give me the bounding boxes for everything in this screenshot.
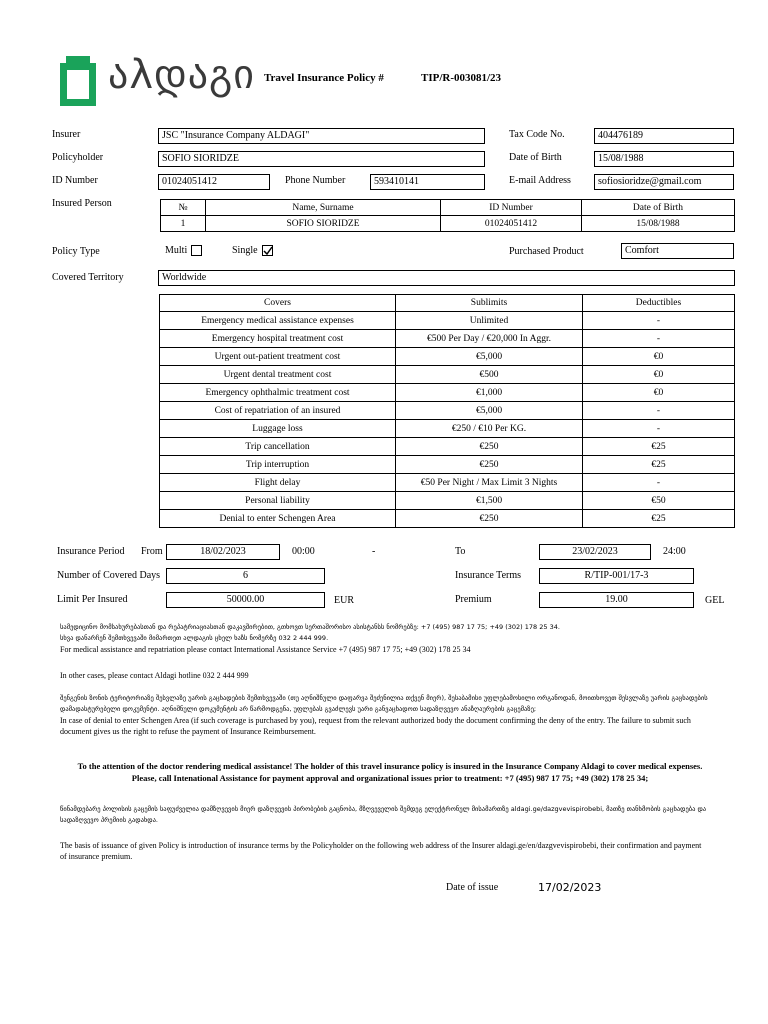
cover-sublimit: Unlimited bbox=[396, 312, 583, 330]
from-date-field: 18/02/2023 bbox=[166, 544, 280, 560]
territory-field: Worldwide bbox=[158, 270, 735, 286]
cover-name: Emergency hospital treatment cost bbox=[160, 330, 396, 348]
insurer-field: JSC "Insurance Company ALDAGI" bbox=[158, 128, 485, 144]
cover-sublimit: €1,500 bbox=[396, 492, 583, 510]
cover-sublimit: €250 bbox=[396, 456, 583, 474]
header-id: ID Number bbox=[441, 200, 582, 216]
date-of-issue-value: 17/02/2023 bbox=[538, 881, 602, 894]
date-of-issue-label: Date of issue bbox=[446, 882, 499, 893]
policyholder-field: SOFIO SIORIDZE bbox=[158, 151, 485, 167]
multi-option bbox=[165, 245, 202, 256]
cover-sublimit: €50 Per Night / Max Limit 3 Nights bbox=[396, 474, 583, 492]
insurer-label: Insurer bbox=[52, 129, 81, 140]
from-time: 00:00 bbox=[292, 546, 315, 557]
multi-label: Multi bbox=[165, 245, 188, 256]
cover-deductible: €0 bbox=[583, 366, 735, 384]
doctor-note-2: Please, call Intenational Assistance for payment approval and organizational issues prior to treatment: +7 (495) 987 17 75; +49 (302) 178 25 34; bbox=[131, 773, 649, 783]
cover-deductible: €0 bbox=[583, 384, 735, 402]
table-row bbox=[160, 402, 735, 420]
covered-territory-label: Covered Territory bbox=[52, 272, 124, 283]
to-time: 24:00 bbox=[663, 546, 686, 557]
dob-field: 15/08/1988 bbox=[594, 151, 734, 167]
policyholder-label: Policyholder bbox=[52, 152, 104, 163]
table-row bbox=[160, 420, 735, 438]
header-sublimits: Sublimits bbox=[396, 295, 583, 312]
cover-sublimit: €5,000 bbox=[396, 348, 583, 366]
period-dash: - bbox=[372, 546, 376, 557]
table-row bbox=[161, 216, 735, 232]
cover-name: Trip cancellation bbox=[160, 438, 396, 456]
header-no: № bbox=[161, 200, 206, 216]
insured-table bbox=[160, 199, 735, 232]
logo-mark-icon bbox=[58, 56, 98, 106]
cover-sublimit: €500 bbox=[396, 366, 583, 384]
to-date-field: 23/02/2023 bbox=[539, 544, 651, 560]
phone-label: Phone Number bbox=[285, 175, 346, 186]
table-row bbox=[160, 330, 735, 348]
cover-deductible: - bbox=[583, 330, 735, 348]
cover-deductible: €25 bbox=[583, 456, 735, 474]
doctor-note-1: To the attention of the doctor rendering medical assistance! The holder of this travel insurance policy is insured in the Insurance Company Aldagi to cover medical expenses. bbox=[77, 761, 703, 771]
table-row bbox=[160, 384, 735, 402]
single-label: Single bbox=[232, 245, 258, 256]
table-row bbox=[160, 456, 735, 474]
dob-label: Date of Birth bbox=[509, 152, 562, 163]
insurance-terms-label: Insurance Terms bbox=[455, 570, 522, 581]
notes-block-2 bbox=[60, 693, 710, 737]
note-ka-3: შენგენის ზონის ტერიტორიაზე შესვლაზე უარის გაცხადების შემთხვევაში (თუ აღნიშნული დაფარვა შეძენილია თქვენ მიერ), შესაბამისი უფლებამოსილი ორგანოდან, მოითხოვეთ შესვლაზე უარის გაცხადების დამადასტურებელი დოკუმენტი. აღნიშნული დოკუმენტის არ წარმოდგენა, უფლებას გვაძლევს უარი განვაცხადოთ სადაზღვევო ანაზღაურების გაცემაზე; bbox=[60, 694, 708, 713]
cover-name: Luggage loss bbox=[160, 420, 396, 438]
table-row bbox=[160, 438, 735, 456]
checkmark-icon bbox=[263, 246, 273, 256]
insured-id: 01024051412 bbox=[441, 216, 582, 232]
email-label: E-mail Address bbox=[509, 175, 571, 186]
note-en-3: In case of denial to enter Schengen Area (if such coverage is purchased by you), request from the relevant authorized body the document confirming the deny of the entry. The failure to submit such document gives us the right to refuse the payment of Insurance Reimbursement. bbox=[60, 716, 691, 736]
cover-sublimit: €500 Per Day / €20,000 In Aggr. bbox=[396, 330, 583, 348]
header-name: Name, Surname bbox=[206, 200, 441, 216]
product-field: Comfort bbox=[621, 243, 734, 259]
aldagi-logo bbox=[58, 52, 255, 108]
insured-name: SOFIO SIORIDZE bbox=[206, 216, 441, 232]
cover-name: Flight delay bbox=[160, 474, 396, 492]
cover-deductible: - bbox=[583, 420, 735, 438]
note-ka-2: სხვა დანარჩენ შემთხვევაში მიმართეთ ალდაგის ცხელ ხაზს ნომერზე 032 2 444 999. bbox=[60, 634, 329, 642]
insurance-terms-field: R/TIP-001/17-3 bbox=[539, 568, 694, 584]
insured-dob: 15/08/1988 bbox=[582, 216, 735, 232]
cover-deductible: €50 bbox=[583, 492, 735, 510]
purchased-product-label: Purchased Product bbox=[509, 246, 584, 257]
covered-days-field: 6 bbox=[166, 568, 325, 584]
premium-field: 19.00 bbox=[539, 592, 694, 608]
cover-name: Urgent out-patient treatment cost bbox=[160, 348, 396, 366]
cover-sublimit: €250 bbox=[396, 438, 583, 456]
header-deductibles: Deductibles bbox=[583, 295, 735, 312]
id-number-label: ID Number bbox=[52, 175, 98, 186]
note-ka-1: სამედიცინო მომსახურებასთან და რეპატრიაციასთან დაკავშირებით, გთხოვთ სერთაშორისო ასისტანსს ნომრებზე: +7 (495) 987 17 75; +49 (302) 178 25 34. bbox=[60, 623, 560, 631]
insured-no: 1 bbox=[161, 216, 206, 232]
multi-checkbox bbox=[191, 245, 202, 256]
premium-currency: GEL bbox=[705, 595, 725, 606]
insured-person-label: Insured Person bbox=[52, 198, 112, 209]
cover-deductible: - bbox=[583, 474, 735, 492]
note-en-4: The basis of issuance of given Policy is introduction of insurance terms by the Policyholder on the following web address of the Insurer aldagi.ge/en/dazgvevispirobebi, their confirmation and payment of insurance premium. bbox=[60, 841, 702, 861]
table-row bbox=[160, 474, 735, 492]
covers-table bbox=[159, 294, 735, 528]
phone-field: 593410141 bbox=[370, 174, 485, 190]
insured-table-header bbox=[161, 200, 735, 216]
cover-name: Cost of repatriation of an insured bbox=[160, 402, 396, 420]
header-dob: Date of Birth bbox=[582, 200, 735, 216]
covers-table-header bbox=[160, 295, 735, 312]
note-en-1: For medical assistance and repatriation please contact International Assistance Service +7 (495) 987 17 75; +49 (302) 178 25 34 bbox=[60, 645, 471, 654]
cover-deductible: €0 bbox=[583, 348, 735, 366]
limit-field: 50000.00 bbox=[166, 592, 325, 608]
cover-name: Urgent dental treatment cost bbox=[160, 366, 396, 384]
cover-name: Emergency medical assistance expenses bbox=[160, 312, 396, 330]
from-label: From bbox=[141, 546, 163, 557]
to-label: To bbox=[455, 546, 466, 557]
insurance-period-label: Insurance Period bbox=[57, 546, 125, 557]
limit-currency: EUR bbox=[334, 595, 354, 606]
single-checkbox bbox=[262, 245, 273, 256]
cover-name: Emergency ophthalmic treatment cost bbox=[160, 384, 396, 402]
policy-type-label: Policy Type bbox=[52, 246, 100, 257]
policy-label: Travel Insurance Policy # bbox=[264, 72, 384, 84]
premium-label: Premium bbox=[455, 594, 492, 605]
table-row bbox=[160, 312, 735, 330]
cover-deductible: €25 bbox=[583, 510, 735, 528]
limit-label: Limit Per Insured bbox=[57, 594, 128, 605]
cover-deductible: €25 bbox=[583, 438, 735, 456]
cover-sublimit: €250 / €10 Per KG. bbox=[396, 420, 583, 438]
note-ka-4: წინამდებარე პოლისის გაცემის საფუძველია დამზღვევის მიერ დაზღვევის პირობების გაცნობა, მზღვეველის შემდეგ ელექტრონულ მისამართზე aldagi.ge/dazgvevispirobebi, მათზე თანხმობის გაცხადება და სადაზღვევო პრემიის გადახდა. bbox=[60, 805, 707, 824]
cover-name: Personal liability bbox=[160, 492, 396, 510]
cover-deductible: - bbox=[583, 312, 735, 330]
policy-number: TIP/R-003081/23 bbox=[421, 72, 502, 84]
note-en-2: In other cases, please contact Aldagi hotline 032 2 444 999 bbox=[60, 671, 249, 680]
tax-code-label: Tax Code No. bbox=[509, 129, 565, 140]
cover-name: Denial to enter Schengen Area bbox=[160, 510, 396, 528]
header-covers: Covers bbox=[160, 295, 396, 312]
table-row bbox=[160, 348, 735, 366]
notes-block-1 bbox=[60, 622, 720, 655]
table-row bbox=[160, 492, 735, 510]
id-number-field: 01024051412 bbox=[158, 174, 270, 190]
doctor-attention-block bbox=[60, 760, 720, 784]
table-row bbox=[160, 366, 735, 384]
cover-deductible: - bbox=[583, 402, 735, 420]
cover-sublimit: €5,000 bbox=[396, 402, 583, 420]
email-field: sofiosioridze@gmail.com bbox=[594, 174, 734, 190]
cover-sublimit: €250 bbox=[396, 510, 583, 528]
cover-sublimit: €1,000 bbox=[396, 384, 583, 402]
cover-name: Trip interruption bbox=[160, 456, 396, 474]
single-option bbox=[232, 245, 273, 256]
table-row bbox=[160, 510, 735, 528]
covered-days-label: Number of Covered Days bbox=[57, 570, 161, 581]
tax-code-field: 404476189 bbox=[594, 128, 734, 144]
logo-text: აλდაგი bbox=[108, 52, 255, 98]
